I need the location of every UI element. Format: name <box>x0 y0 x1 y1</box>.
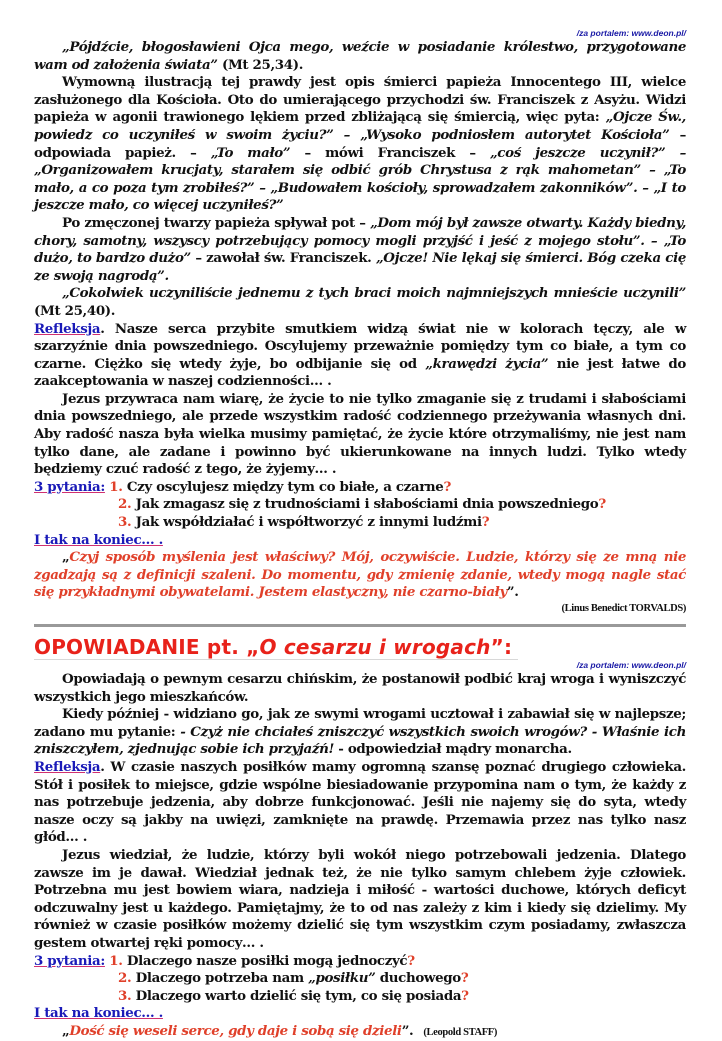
verse-paragraph <box>34 39 686 74</box>
question-mark: ? <box>460 970 469 987</box>
reflection-paragraph-2: Jezus wiedział, że ludzie, którzy byli wokół niego potrzebowali jedzenia. Dlatego zawsze im je dawał. Wiedział jednak też, że nie tylko samym chlebem żyje człowiek. Potrzebna mu jest bowiem wiara, nadzieja i miłość - wartości duchowe, których deficyt odczuwalny jest u każdego. Pamiętajmy, że to od nas zależy z kim i kiedy się dzielimy. My również w czasie posiłków możemy dzielić się tym wszystkim czym posiadamy, zwłaszcza gestem otwartej ręki pomocy… . <box>34 846 686 951</box>
quote: „Ojcze Św., powiedz co uczyniłeś w swoim życiu?” – „Wysoko podniosłem autorytet Kościoła” <box>34 109 686 143</box>
reflection-label: Refleksja <box>34 320 101 337</box>
quote-open: „ <box>62 1022 70 1039</box>
verse-paragraph-2 <box>34 285 686 320</box>
reflection-paragraph-2: Jezus przywraca nam wiarę, że życie to nie tylko zmaganie się z trudami i słabościami dnia powszedniego, ale przede wszystkim radość codziennego przeżywania własnych dni. Aby radość nasza była wielka musimy pamiętać, że życie które otrzymaliśmy, nie jest nam tylko dane, ale zadane i powinno być ukierunkowane na innych ludzi. Tylko wtedy będziemy czuć radość z tego, że żyjemy… . <box>34 390 686 478</box>
reflection-label: Refleksja <box>34 758 101 775</box>
verse-quote: „Pójdźcie, błogosławieni Ojca mego, weźcie w posiadanie królestwo, przygotowane wam od założenia świata” <box>34 39 686 73</box>
story-heading <box>34 635 518 660</box>
question-number: 2. <box>118 496 132 513</box>
text: – odpowiada papież. – <box>34 126 686 161</box>
quote: „Ojcze! Nie lękaj się śmierci. Bóg czeka cię ze swoją nagrodą”. <box>34 250 686 284</box>
quote-close: ”. <box>506 584 519 601</box>
heading-suffix: ”: <box>490 635 513 659</box>
document-page <box>34 28 686 1041</box>
text: – mówi Franciszek – <box>290 144 490 161</box>
quote-text: Czyj sposób myślenia jest właściwy? Mój, oczywiście. Ludzie, którzy się ze mną nie zgadzają są z definicji szaleni. Do momentu, gdy zmienię zdanie, wtedy mogą nagle stać się przykładnymi obywatelami. Jestem elastyczny, nie czarno-biały <box>34 549 686 601</box>
story-paragraph-2 <box>34 215 686 285</box>
question-text: Jak zmagasz się z trudnościami i słabościami dnia powszedniego <box>131 496 599 513</box>
question-text: Dlaczego potrzeba nam <box>131 970 309 987</box>
reflection-paragraph <box>34 759 686 847</box>
ending-label: I tak na koniec… . <box>34 1005 163 1022</box>
question-text: Jak współdziałać i współtworzyć z innymi ludźmi <box>131 514 482 531</box>
heading-prefix: OPOWIADANIE pt. „ <box>34 635 260 659</box>
question-text: Czy oscylujesz między tym co białe, a czarne <box>122 478 444 495</box>
text: . Nasze serca przybite smutkiem widzą świat nie w kolorach tęczy, ale w szarzyźnie dnia powszedniego. Oscylujemy przeważnie pomiędzy tym co białe, a tym co czarne. Ciężko się wtedy żyje, bo odbijanie się od <box>34 320 686 372</box>
quote-text: Dość się weseli serce, gdy daje i sobą się dzieli <box>69 1022 402 1039</box>
quote: „Dom mój był zawsze otwarty. Każdy biedny, chory, samotny, wszyscy potrzebujący pomocy mogli przyjść i jeść z mojego stołu”. – „To dużo, to bardzo dużo” <box>34 214 687 267</box>
source-note: /za portalem: www.deon.pl/ <box>576 28 686 38</box>
question-mark: ? <box>461 987 469 1004</box>
quote: „coś jeszcze uczynił?” – „Organizowałem krucjaty, starałem się odbić grób Chrystusa z rąk mahometan” – „To mało, a co poza tym zrobiłeś?” – „Budowałem kościoły, sprowadzałem zakonników”. – „I to jeszcze mało, co więcej uczyniłeś?” <box>34 144 687 214</box>
source-note: /za portalem: www.deon.pl/ <box>576 660 686 670</box>
question-italic: „posiłku” <box>308 970 376 987</box>
quote-author: (Leopold STAFF) <box>423 1026 497 1038</box>
text: Kiedy później - widziano go, jak ze swymi wrogami ucztował i zabawiał się w najlepsze; zadano mu pytanie: <box>34 706 686 740</box>
quote-open: „ <box>62 549 70 566</box>
question-number: 1. <box>109 478 123 495</box>
final-quote <box>34 1023 686 1041</box>
question-number: 3. <box>118 987 132 1004</box>
questions-label: 3 pytania: <box>34 478 105 495</box>
verse-ref: (Mt 25,34). <box>217 56 304 73</box>
question-mark: ? <box>443 478 451 495</box>
ending-label: I tak na koniec… . <box>34 531 163 548</box>
question-text: Dlaczego nasze posiłki mogą jednoczyć <box>122 952 408 969</box>
questions-label: 3 pytania: <box>34 952 105 969</box>
question-number: 3. <box>118 514 132 531</box>
reflection-paragraph <box>34 321 686 391</box>
quote: „krawędzi życia” <box>425 355 549 372</box>
question-row <box>34 514 686 532</box>
story-paragraph-1 <box>34 74 686 215</box>
text: Wymowną ilustracją tej prawdy jest opis śmierci papieża Innocentego III, wielce zasłużonego dla Kościoła. Oto do umierającego przychodzi św. Franciszek z Asyżu. Widzi papieża w agonii trawionego lękiem przed zbliżającą się śmiercią, więc pyta: <box>34 74 686 126</box>
question-text: Dlaczego warto dzielić się tym, co się posiada <box>131 987 462 1004</box>
text: - odpowiedział mądry monarcha. <box>334 741 572 758</box>
story-paragraph-1: Opowiadają o pewnym cesarzu chińskim, że postanowił podbić kraj wroga i wyniszczyć wszystkich jego mieszkańców. <box>34 671 686 705</box>
section-divider <box>34 624 686 627</box>
question-mark: ? <box>407 952 415 969</box>
heading-title: O cesarzu i wrogach <box>259 635 491 659</box>
quote: „To mało” <box>210 144 291 161</box>
question-row <box>34 496 686 514</box>
text: – zawołał św. Franciszek. <box>190 250 376 267</box>
question-row <box>34 970 686 988</box>
question-number: 1. <box>109 952 123 969</box>
question-text: duchowego <box>375 970 461 987</box>
question-mark: ? <box>598 496 606 513</box>
verse-ref: (Mt 25,40). <box>34 302 116 319</box>
text: nie jest łatwe do zaakceptowania w naszej codzienności… . <box>34 355 686 390</box>
quote-author: (Linus Benedict TORVALDS) <box>561 603 686 614</box>
question-row <box>34 988 686 1006</box>
final-quote <box>34 549 686 602</box>
text: . W czasie naszych posiłków mamy ogromną szansę poznać drugiego człowieka. Stół i posiłek to miejsce, gdzie wspólne biesiadowanie przypomina nam o tym, że każdy z nas potrzebuje jedzenia, aby dobrze funkcjonować. Jeśli nie najemy się do syta, wtedy nasze oczy są jakby na uwięzi, zamknięte na prawdę. Przemawia przez nas tylko nasz głód… . <box>34 758 686 846</box>
question-row <box>34 479 686 497</box>
question-mark: ? <box>481 514 490 531</box>
quote-close: ”. <box>401 1022 414 1039</box>
verse-quote: „Cokolwiek uczyniliście jednemu z tych braci moich najmniejszych mnieście uczynili” <box>62 285 686 302</box>
question-row <box>34 953 686 971</box>
quote: - Czyż nie chciałeś zniszczyć wszystkich swoich wrogów? - Właśnie ich zniszczyłem, zjednując sobie ich przyjaźń! <box>34 723 686 758</box>
story-paragraph-2 <box>34 706 686 759</box>
question-number: 2. <box>118 970 132 987</box>
text: Po zmęczonej twarzy papieża spływał pot – <box>62 214 371 231</box>
